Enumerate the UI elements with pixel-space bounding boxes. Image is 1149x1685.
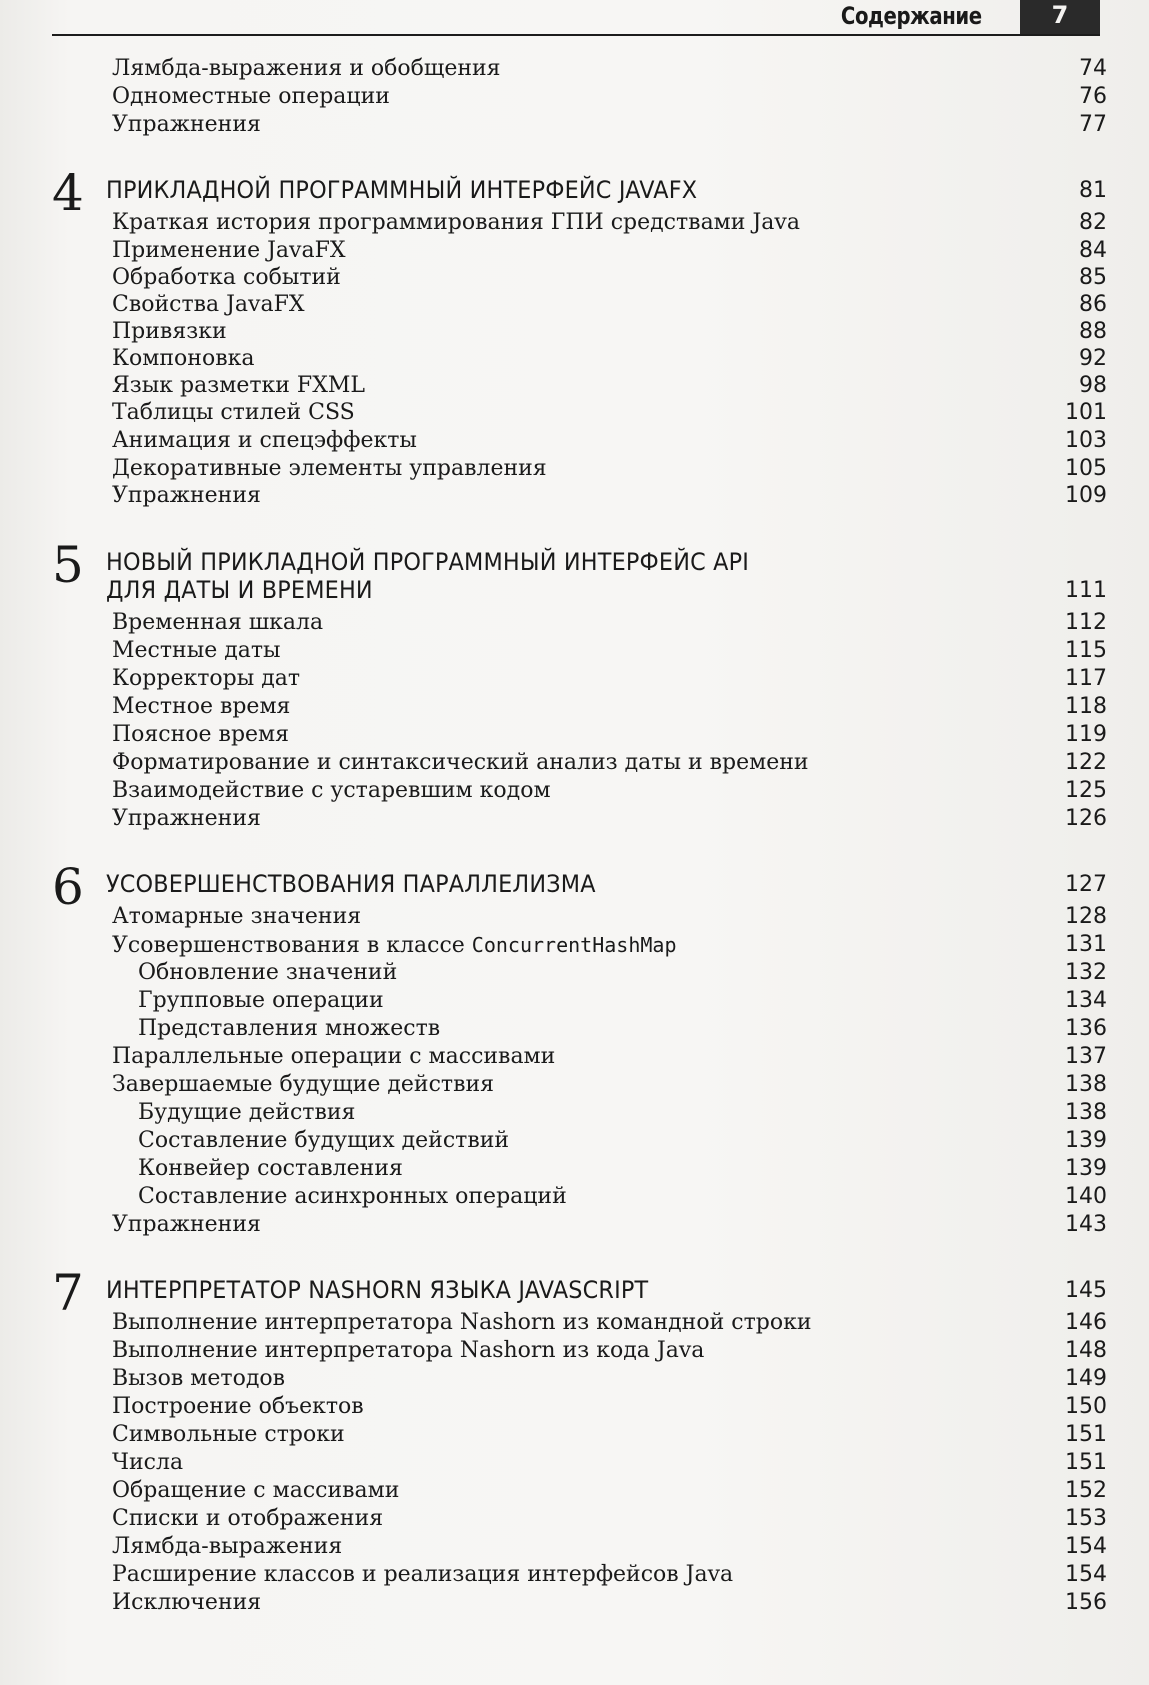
toc-entry (112, 56, 501, 82)
entry-label: Конвейер составления (138, 1156, 403, 1181)
chapter-title: ИНТЕРПРЕТАТОР NASHORN ЯЗЫКА JAVASCRIPT (106, 1276, 649, 1304)
entry-label: Числа (112, 1450, 184, 1475)
entry-label: Обновление значений (138, 960, 398, 985)
chapter-title: НОВЫЙ ПРИКЛАДНОЙ ПРОГРАММНЫЙ ИНТЕРФЕЙС API (106, 548, 750, 576)
toc-entry (112, 84, 390, 110)
entry-page-number: 137 (1065, 1044, 1107, 1069)
entry-page-number: 117 (1065, 666, 1107, 691)
chapter-number: 6 (52, 858, 84, 916)
entry-page-number: 149 (1065, 1366, 1107, 1391)
entry-label: Представления множеств (138, 1016, 441, 1041)
toc-entry (112, 1212, 261, 1238)
entry-page-number: 139 (1065, 1156, 1107, 1181)
toc-entry (112, 1590, 261, 1616)
entry-page-number: 138 (1065, 1072, 1107, 1097)
toc-entry (112, 722, 289, 748)
toc-subentry (138, 988, 384, 1014)
entry-label: Обработка событий (112, 265, 341, 290)
entry-label: Атомарные значения (112, 904, 362, 929)
toc-entry (112, 750, 809, 776)
entry-label: Выполнение интерпретатора Nashorn из командной строки (112, 1310, 812, 1335)
toc-entry (112, 456, 547, 482)
entry-label: Завершаемые будущие действия (112, 1072, 494, 1097)
entry-page-number: 154 (1065, 1534, 1107, 1559)
entry-page-number: 148 (1065, 1338, 1107, 1363)
toc-entry (112, 1562, 733, 1588)
toc-subentry (138, 1016, 440, 1042)
entry-label: Корректоры дат (112, 666, 301, 691)
entry-label: Компоновка (112, 346, 255, 371)
entry-label: Построение объектов (112, 1394, 364, 1419)
chapter-page-number: 81 (1079, 178, 1107, 203)
toc-entry (112, 1044, 555, 1070)
entry-code-term: ConcurrentHashMap (471, 933, 677, 957)
entry-label: Свойства JavaFX (112, 292, 305, 317)
chapter-number: 7 (52, 1264, 84, 1322)
toc-entry (112, 373, 365, 399)
entry-label: Язык разметки FXML (112, 373, 365, 398)
entry-label: Расширение классов и реализация интерфейсов Java (112, 1562, 734, 1587)
entry-page-number: 151 (1065, 1422, 1107, 1447)
entry-label: Взаимодействие с устаревшим кодом (112, 778, 551, 803)
toc-subentry (138, 1184, 567, 1210)
entry-page-number: 103 (1065, 428, 1107, 453)
entry-label: Упражнения (112, 1212, 261, 1237)
entry-page-number: 125 (1065, 778, 1107, 803)
entry-label: Применение JavaFX (112, 238, 346, 263)
toc-entry (112, 1310, 811, 1336)
entry-label: Анимация и спецэффекты (112, 428, 417, 453)
entry-label: Краткая история программирования ГПИ средствами Java (112, 210, 800, 235)
toc-entry (112, 238, 346, 264)
entry-label: Выполнение интерпретатора Nashorn из кода Java (112, 1338, 705, 1363)
toc-entry (112, 1072, 494, 1098)
toc-entry (112, 1422, 345, 1448)
entry-label: Упражнения (112, 806, 261, 831)
entry-label: Вызов методов (112, 1366, 286, 1391)
entry-label: Групповые операции (138, 988, 384, 1013)
entry-page-number: 119 (1065, 722, 1107, 747)
toc-entry (112, 292, 305, 318)
entry-page-number: 154 (1065, 1562, 1107, 1587)
entry-label: Привязки (112, 319, 227, 344)
entry-label: Списки и отображения (112, 1506, 384, 1531)
entry-page-number: 139 (1065, 1128, 1107, 1153)
toc-entry (112, 428, 417, 454)
entry-page-number: 112 (1065, 610, 1107, 635)
entry-page-number: 98 (1079, 373, 1107, 398)
toc-entry (112, 1450, 183, 1476)
entry-label: Декоративные элементы управления (112, 456, 547, 481)
entry-label: Одноместные операции (112, 84, 390, 109)
toc-subentry (138, 1100, 355, 1126)
toc-subentry (138, 1128, 509, 1154)
entry-page-number: 126 (1065, 806, 1107, 831)
chapter-page-number: 145 (1065, 1278, 1107, 1303)
entry-label: Составление асинхронных операций (138, 1184, 567, 1209)
header-page-number: 7 (1020, 0, 1100, 34)
entry-page-number: 138 (1065, 1100, 1107, 1125)
toc-subentry (138, 960, 397, 986)
toc-entry (112, 806, 261, 832)
toc-entry (112, 1534, 342, 1560)
entry-page-number: 118 (1065, 694, 1107, 719)
entry-page-number: 136 (1065, 1016, 1107, 1041)
entry-label: Лямбда-выражения и обобщения (112, 56, 501, 81)
entry-label: Составление будущих действий (138, 1128, 510, 1153)
entry-label: Местное время (112, 694, 291, 719)
toc-entry (112, 904, 361, 930)
entry-label: Таблицы стилей CSS (112, 400, 355, 425)
toc-entry (112, 1478, 399, 1504)
toc-entry (112, 694, 290, 720)
toc-entry (112, 666, 300, 692)
toc-entry (112, 1366, 285, 1392)
chapter-page-number: 111 (1065, 578, 1107, 603)
header-title: Содержание (841, 2, 982, 30)
chapter-title: ПРИКЛАДНОЙ ПРОГРАММНЫЙ ИНТЕРФЕЙС JAVAFX (106, 176, 698, 204)
entry-page-number: 128 (1065, 904, 1107, 929)
toc-subentry (138, 1156, 403, 1182)
entry-page-number: 131 (1065, 932, 1107, 957)
toc-entry (112, 610, 323, 636)
entry-page-number: 156 (1065, 1590, 1107, 1615)
entry-page-number: 82 (1079, 210, 1107, 235)
entry-label: Усовершенствования в классе (112, 933, 472, 958)
entry-page-number: 146 (1065, 1310, 1107, 1335)
entry-page-number: 109 (1065, 483, 1107, 508)
toc-entry (112, 400, 355, 426)
entry-label: Форматирование и синтаксический анализ даты и времени (112, 750, 809, 775)
entry-page-number: 152 (1065, 1478, 1107, 1503)
chapter-title: УСОВЕРШЕНСТВОВАНИЯ ПАРАЛЛЕЛИЗМА (106, 870, 596, 898)
entry-label: Будущие действия (138, 1100, 356, 1125)
toc-entry (112, 265, 341, 291)
entry-page-number: 92 (1079, 346, 1107, 371)
entry-page-number: 143 (1065, 1212, 1107, 1237)
chapter-number: 4 (52, 164, 84, 222)
entry-page-number: 105 (1065, 456, 1107, 481)
entry-page-number: 153 (1065, 1506, 1107, 1531)
entry-label: Местные даты (112, 638, 281, 663)
entry-label: Символьные строки (112, 1422, 345, 1447)
toc-entry (112, 483, 261, 509)
toc-entry (112, 1506, 383, 1532)
chapter-number: 5 (52, 536, 84, 594)
toc-entry (112, 346, 254, 372)
entry-page-number: 151 (1065, 1450, 1107, 1475)
entry-page-number: 101 (1065, 400, 1107, 425)
entry-label: Временная шкала (112, 610, 324, 635)
entry-page-number: 76 (1079, 84, 1107, 109)
entry-page-number: 150 (1065, 1394, 1107, 1419)
entry-page-number: 88 (1079, 319, 1107, 344)
entry-label: Упражнения (112, 483, 261, 508)
entry-page-number: 122 (1065, 750, 1107, 775)
entry-page-number: 134 (1065, 988, 1107, 1013)
entry-page-number: 115 (1065, 638, 1107, 663)
entry-label: Обращение с массивами (112, 1478, 400, 1503)
chapter-page-number: 127 (1065, 872, 1107, 897)
entry-label: Поясное время (112, 722, 290, 747)
toc-entry (112, 1394, 364, 1420)
toc-entry (112, 319, 227, 345)
entry-page-number: 86 (1079, 292, 1107, 317)
toc-entry (112, 210, 800, 236)
toc-entry (112, 112, 261, 138)
entry-page-number: 132 (1065, 960, 1107, 985)
toc-entry (112, 932, 677, 959)
entry-label: Исключения (112, 1590, 262, 1615)
toc-entry (112, 1338, 704, 1364)
toc-entry (112, 778, 551, 804)
entry-page-number: 77 (1079, 112, 1107, 137)
entry-page-number: 140 (1065, 1184, 1107, 1209)
entry-label: Лямбда-выражения (112, 1534, 343, 1559)
chapter-title: ДЛЯ ДАТЫ И ВРЕМЕНИ (106, 576, 373, 604)
entry-page-number: 84 (1079, 238, 1107, 263)
entry-page-number: 74 (1079, 56, 1107, 81)
toc-entry (112, 638, 281, 664)
entry-label: Упражнения (112, 112, 261, 137)
entry-label: Параллельные операции с массивами (112, 1044, 556, 1069)
entry-page-number: 85 (1079, 265, 1107, 290)
